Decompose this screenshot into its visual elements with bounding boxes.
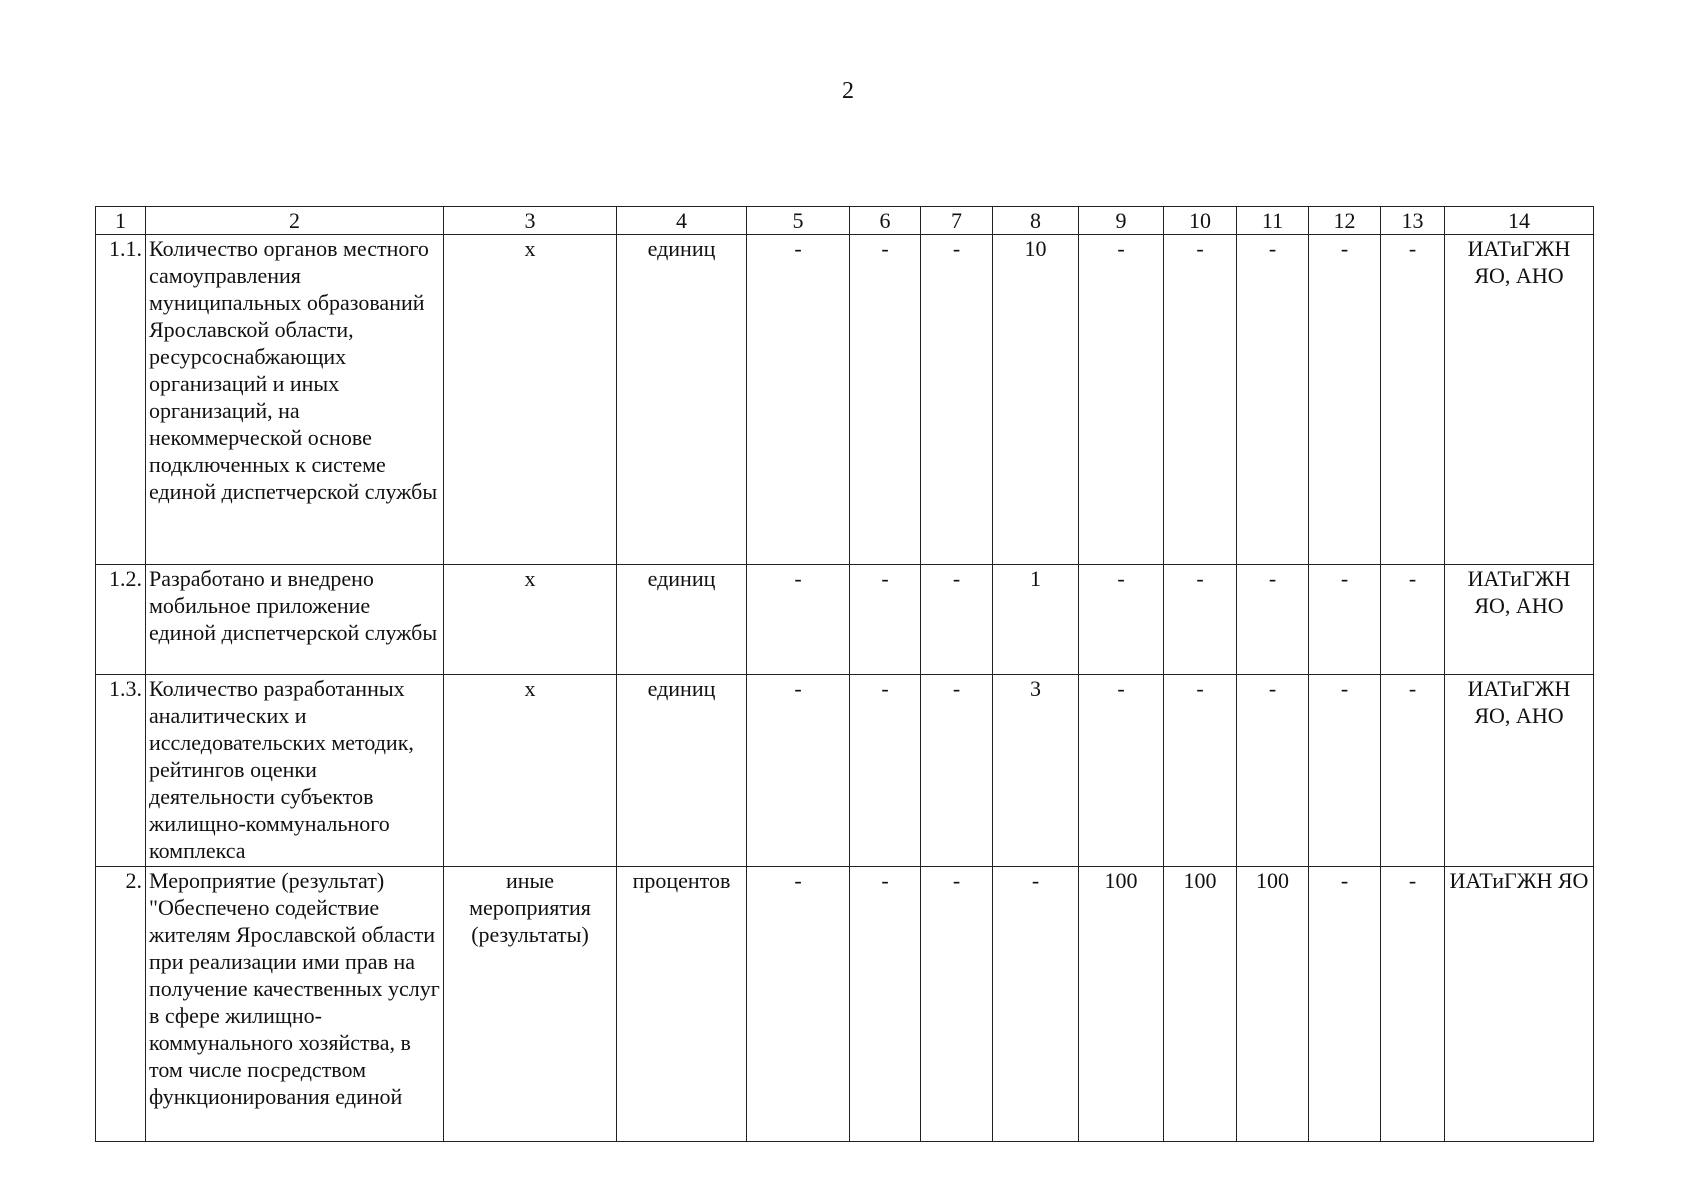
unit: единиц (617, 675, 747, 867)
header-cell: 3 (444, 207, 617, 235)
value-cell: - (1079, 675, 1164, 867)
unit: единиц (617, 565, 747, 675)
value-cell: - (1237, 675, 1309, 867)
header-cell: 7 (921, 207, 993, 235)
value-cell: 1 (993, 565, 1079, 675)
value-cell: - (1237, 565, 1309, 675)
value-cell: - (747, 565, 850, 675)
value-cell: - (1309, 565, 1381, 675)
value-cell: 100 (1079, 867, 1164, 1142)
header-cell: 8 (993, 207, 1079, 235)
value-cell: - (1309, 675, 1381, 867)
value-cell: - (747, 867, 850, 1142)
value-cell: - (850, 235, 921, 565)
value-cell: - (747, 675, 850, 867)
indicator-type: х (444, 235, 617, 565)
page-number: 2 (842, 78, 854, 104)
responsible: ИАТиГЖН ЯО, АНО (1445, 235, 1594, 565)
value-cell: 10 (993, 235, 1079, 565)
value-cell: - (747, 235, 850, 565)
table-header-row (96, 207, 1594, 235)
value-cell: - (1309, 867, 1381, 1142)
table-row (96, 867, 1594, 1142)
indicator-name: Количество органов местного самоуправления муниципальных образований Ярославской области, ресурсоснабжающих организаций и иных организаций, на некоммерческой основе подключенных к системе единой диспетчерской службы (146, 235, 444, 565)
header-cell: 5 (747, 207, 850, 235)
value-cell: - (921, 565, 993, 675)
indicator-name: Количество разработанных аналитических и исследовательских методик, рейтингов оценки деятельности субъектов жилищно-коммунального комплекса (146, 675, 444, 867)
value-cell: - (1164, 565, 1237, 675)
value-cell: - (1309, 235, 1381, 565)
unit: процентов (617, 867, 747, 1142)
responsible: ИАТиГЖН ЯО, АНО (1445, 565, 1594, 675)
row-number: 1.1. (96, 235, 146, 565)
indicator-name: Разработано и внедрено мобильное приложение единой диспетчерской службы (146, 565, 444, 675)
responsible: ИАТиГЖН ЯО, АНО (1445, 675, 1594, 867)
value-cell: 3 (993, 675, 1079, 867)
value-cell: - (921, 235, 993, 565)
value-cell: 100 (1237, 867, 1309, 1142)
header-cell: 9 (1079, 207, 1164, 235)
value-cell: - (921, 867, 993, 1142)
value-cell: - (993, 867, 1079, 1142)
indicator-type: х (444, 565, 617, 675)
header-cell: 13 (1381, 207, 1445, 235)
header-cell: 2 (146, 207, 444, 235)
responsible: ИАТиГЖН ЯО (1445, 867, 1594, 1142)
header-cell: 14 (1445, 207, 1594, 235)
value-cell: - (850, 565, 921, 675)
value-cell: - (1164, 675, 1237, 867)
indicator-name: Мероприятие (результат) "Обеспечено содействие жителям Ярославской области при реализации ими прав на получение качественных услуг в сфере жилищно-коммунального хозяйства, в том числе посредством функционирования единой (146, 867, 444, 1142)
value-cell: - (1381, 867, 1445, 1142)
table-row (96, 565, 1594, 675)
header-cell: 11 (1237, 207, 1309, 235)
header-cell: 12 (1309, 207, 1381, 235)
indicator-type: х (444, 675, 617, 867)
row-number: 1.3. (96, 675, 146, 867)
row-number: 1.2. (96, 565, 146, 675)
indicator-type: иные мероприятия (результаты) (444, 867, 617, 1142)
value-cell: - (1237, 235, 1309, 565)
value-cell: - (850, 675, 921, 867)
value-cell: - (1381, 235, 1445, 565)
table-row (96, 235, 1594, 565)
header-cell: 10 (1164, 207, 1237, 235)
header-cell: 1 (96, 207, 146, 235)
value-cell: - (921, 675, 993, 867)
value-cell: - (1381, 565, 1445, 675)
value-cell: - (850, 867, 921, 1142)
value-cell: - (1079, 565, 1164, 675)
row-number: 2. (96, 867, 146, 1142)
value-cell: 100 (1164, 867, 1237, 1142)
indicators-table (95, 206, 1594, 1142)
value-cell: - (1164, 235, 1237, 565)
value-cell: - (1079, 235, 1164, 565)
value-cell: - (1381, 675, 1445, 867)
header-cell: 6 (850, 207, 921, 235)
header-cell: 4 (617, 207, 747, 235)
table-row (96, 675, 1594, 867)
unit: единиц (617, 235, 747, 565)
